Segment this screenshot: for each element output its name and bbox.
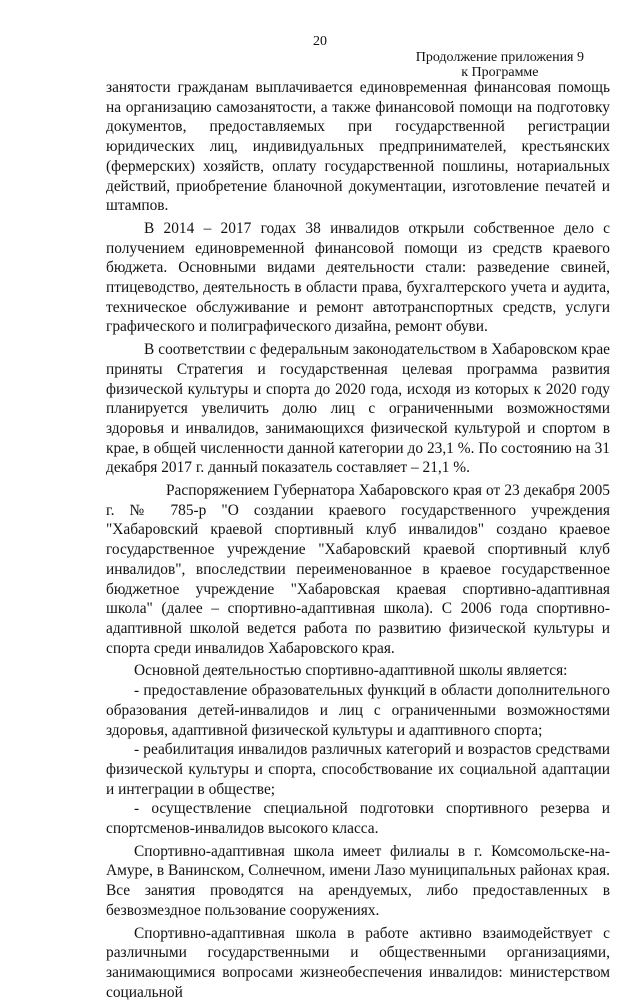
paragraph-order: Распоряжением Губернатора Хабаровского края от 23 декабря 2005 г. № 785-р "О создании краевого государственного учреждения "Хабаровский краевой спортивный клуб инвалидов" создано краевое государственное учреждение "Хабаровский краевой спортивный клуб инвалидов", впоследствии переименованное в краевое государственное бюджетное учреждение "Хабаровская краевая спортивно-адаптивная школа" (далее – спортивно-адаптивная школа). С 2006 года спортивно-адаптивной школой ведется работа по развитию физической культуры и спорта среди инвалидов Хабаровского края. <box>106 482 610 657</box>
paragraph-branches: Спортивно-адаптивная школа имеет филиалы в г. Комсомольске-на-Амуре, в Ванинском, Солнечном, имени Лазо муниципальных районах края. Все занятия проводятся на арендуемых, либо предоставленных в безвозмездное пользование сооружениях. <box>106 842 610 919</box>
paragraph-strategy: В соответствии с федеральным законодательством в Хабаровском крае приняты Стратегия и государственная целевая программа развития физической культуры и спорта до 2020 года, исходя из которых к 2020 году планируется увеличить долю лиц с ограниченными возможностями здоровья и инвалидов, занимающихся физической культурой и спортом в крае, в общей численности данной категории до 23,1 %. По состоянию на 31 декабря 2017 г. данный показатель составляет – 21,1 %. <box>106 341 610 477</box>
paragraph-cooperation: Спортивно-адаптивная школа в работе активно взаимодействует с различными государственными и общественными организациями, занимающимися вопросами жизнеобеспечения инвалидов: министерством социальной <box>106 924 610 1001</box>
list-item-training: - осуществление специальной подготовки спортивного резерва и спортсменов-инвалидов высокого класса. <box>106 800 610 838</box>
page-number: 20 <box>313 34 327 49</box>
appendix-note <box>416 50 584 80</box>
appendix-note-line-1: Продолжение приложения 9 <box>415 50 584 65</box>
paragraph-self-employment: В 2014 – 2017 годах 38 инвалидов открыли собственное дело с получением единовременной финансовой помощи из средств краевого бюджета. Основными видами деятельности стали: разведение свиней, птицеводство, деятельность в области права, бухгалтерского учета и аудита, техническое обслуживание и ремонт автотранспортных средств, услуги графического и полиграфического дизайна, ремонт обуви. <box>106 219 610 336</box>
list-item-education: - предоставление образовательных функций в области дополнительного образования детей-инвалидов и лиц с ограниченными возможностями здоровья, адаптивной физической культуры и адаптивного спорта; <box>106 682 610 739</box>
list-item-rehabilitation: - реабилитация инвалидов различных категорий и возрастов средствами физической культуры и спорта, способствование их социальной адаптации и интеграции в обществе; <box>106 741 610 798</box>
appendix-note-line-2: к Программе <box>461 65 539 80</box>
document-body <box>106 78 610 1002</box>
paragraph-main-activity: Основной деятельностью спортивно-адаптивной школы является: <box>134 662 568 680</box>
paragraph-continuation: занятости гражданам выплачивается единовременная финансовая помощь на организацию самозанятости, а также финансовой помощи на подготовку документов, предоставляемых при государственной регистрации юридических лиц, индивидуальных предпринимателей, крестьянских (фермерских) хозяйств, оплату государственной пошлины, нотариальных действий, приобретение бланочной документации, изготовление печатей и штампов. <box>106 79 610 215</box>
